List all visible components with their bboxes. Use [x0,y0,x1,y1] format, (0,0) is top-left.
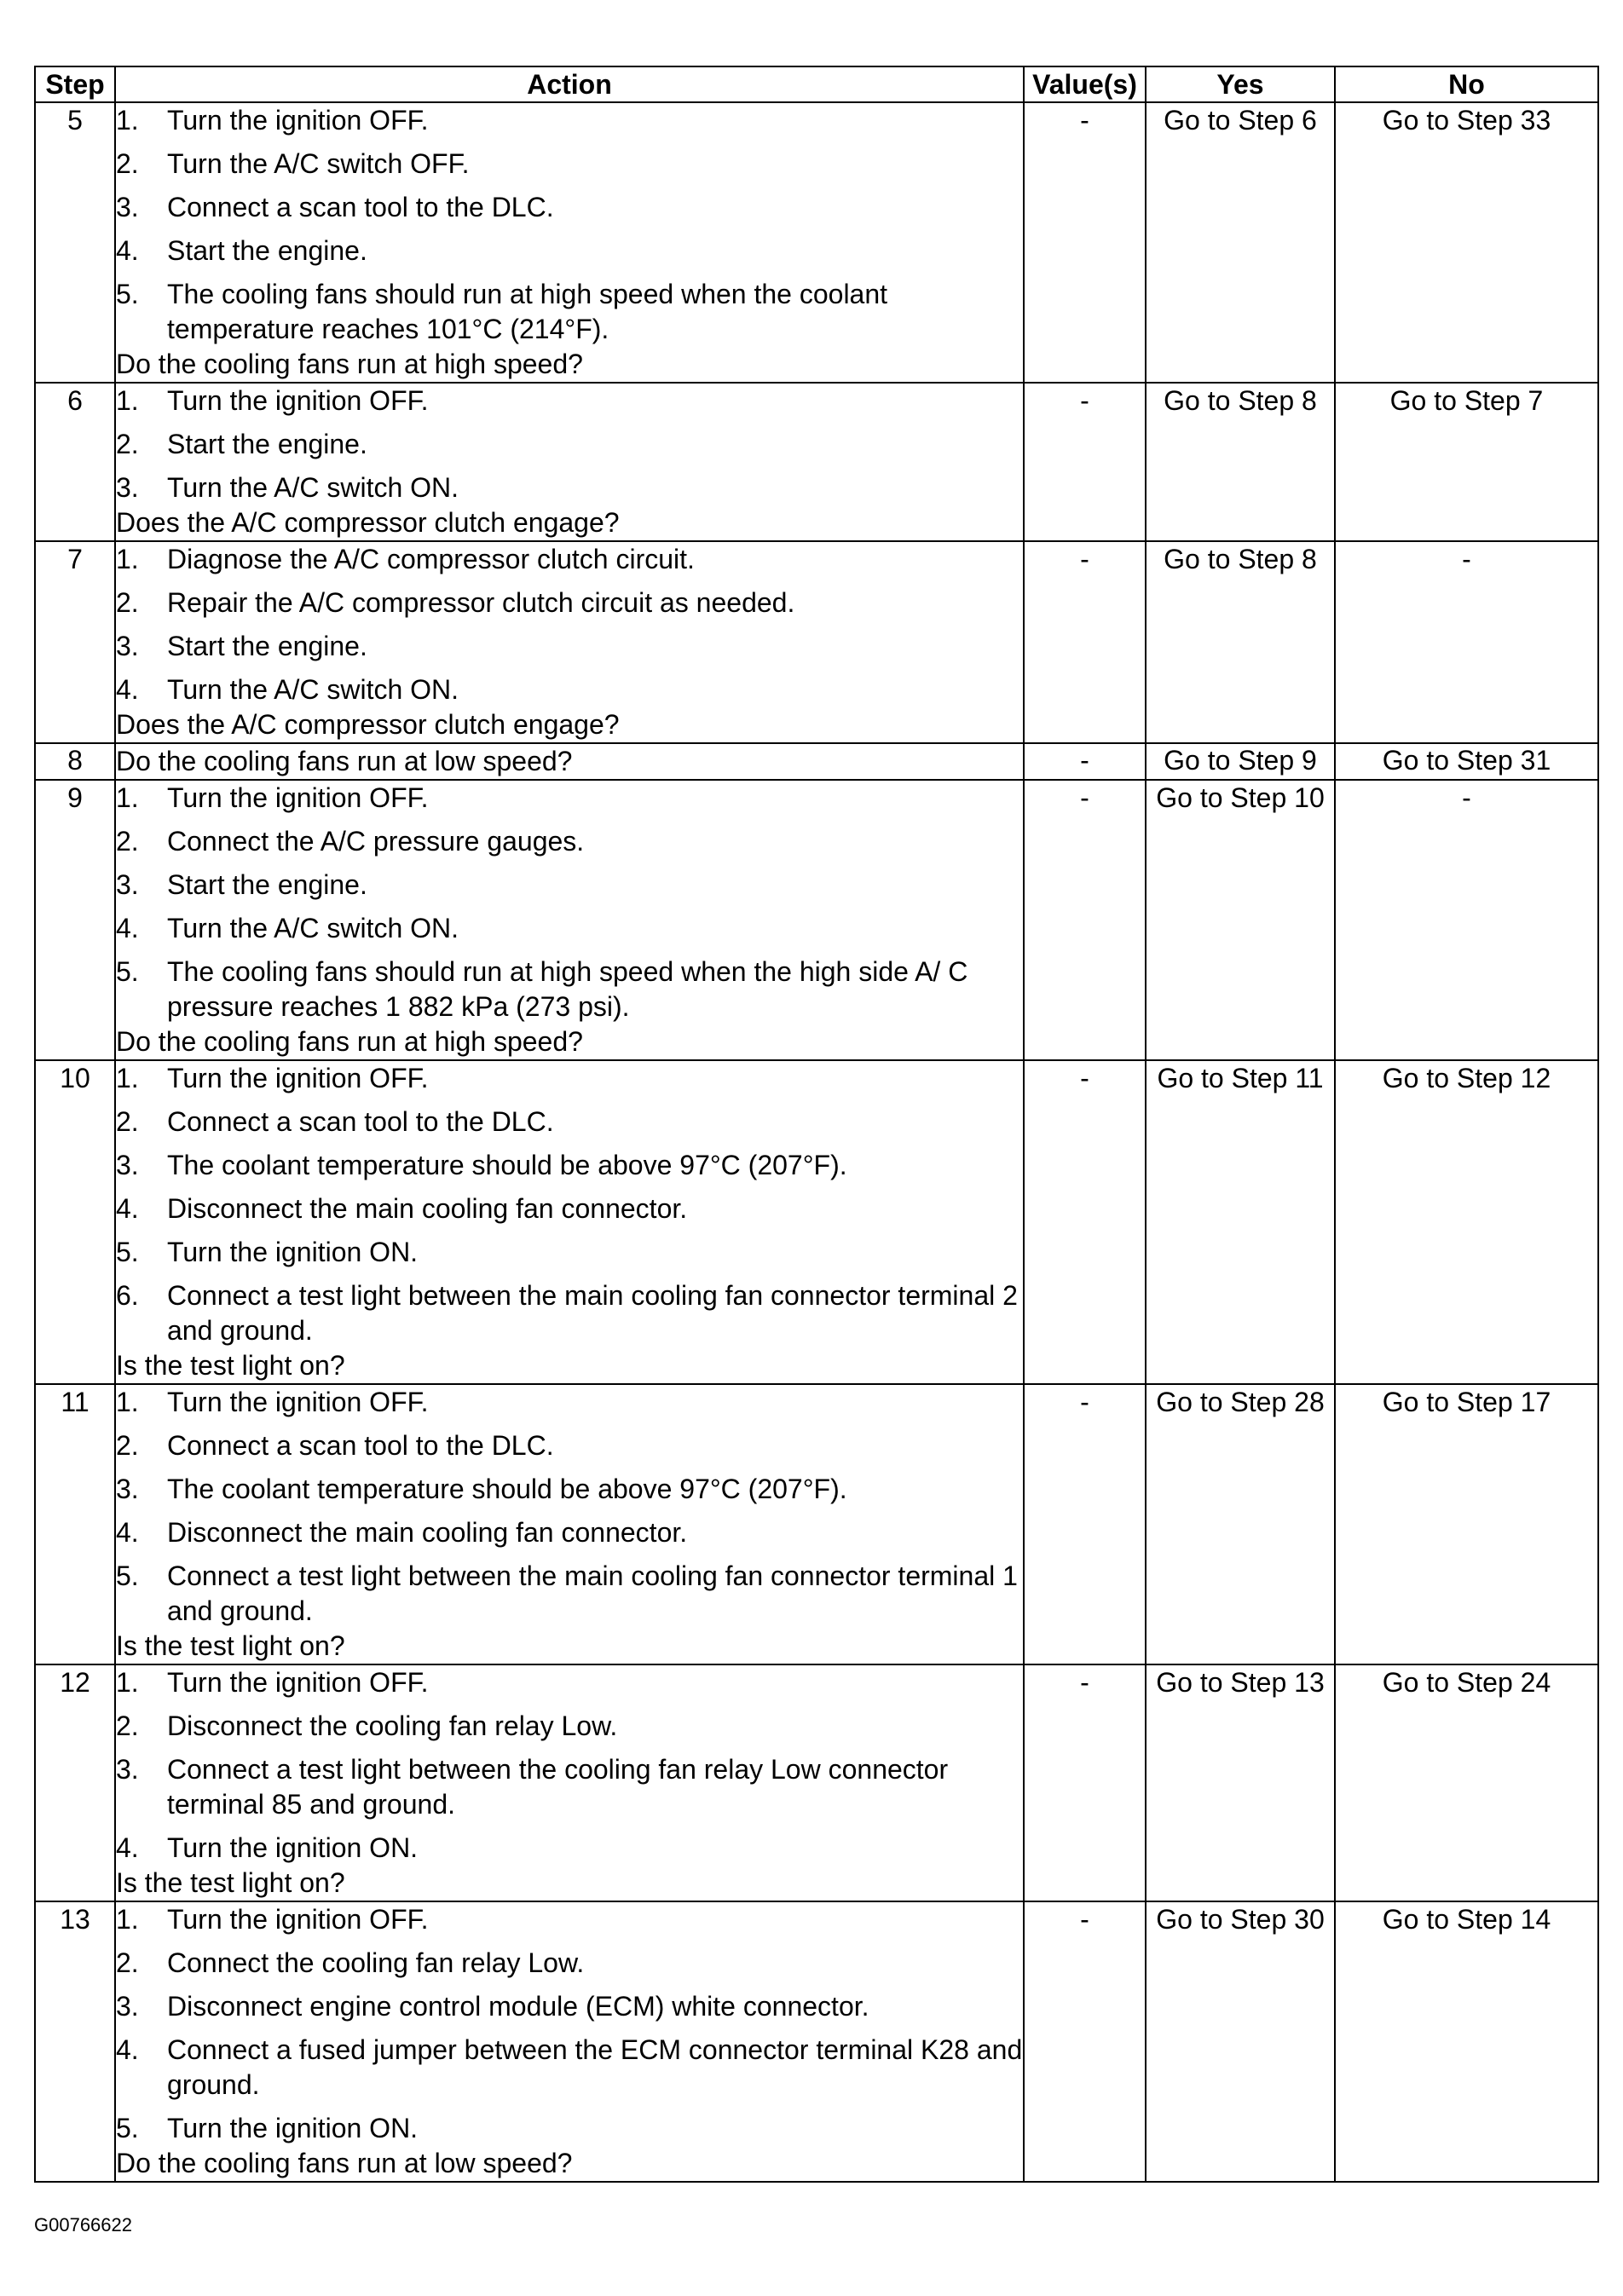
diagnostic-table [34,66,1599,2183]
action-item [116,2111,1023,2146]
value-cell: - [1024,541,1146,743]
action-item-text: Disconnect the main cooling fan connector. [167,1193,688,1224]
action-item-number: 3. [116,869,139,900]
header-action: Action [115,66,1024,102]
action-question: Do the cooling fans run at low speed? [116,746,573,776]
no-cell: - [1335,541,1598,743]
header-yes: Yes [1146,66,1335,102]
action-item-text: Turn the A/C switch ON. [167,674,459,705]
step-number: 10 [35,1060,115,1384]
action-item [116,1428,1023,1463]
action-item-text: The coolant temperature should be above 97°C (207°F). [167,1150,847,1180]
action-item [116,1831,1023,1866]
action-item-number: 3. [116,631,139,661]
action-item-number: 4. [116,913,139,943]
table-body [35,102,1598,2182]
value-cell: - [1024,102,1146,383]
action-cell [115,780,1024,1060]
action-item-number: 1. [116,1667,139,1698]
action-item-text: Connect the cooling fan relay Low. [167,1947,585,1978]
action-item [116,234,1023,268]
action-question: Do the cooling fans run at high speed? [116,349,583,379]
table-row [35,1384,1598,1664]
action-item [116,1559,1023,1629]
action-item-text: Connect a test light between the main cooling fan connector terminal 2 and ground. [167,1280,1018,1346]
action-item-text: Turn the ignition ON. [167,1237,419,1267]
value-cell: - [1024,383,1146,541]
step-number: 5 [35,102,115,383]
action-item-number: 3. [116,1991,139,2022]
action-item-number: 2. [116,148,139,179]
action-item-text: Turn the ignition OFF. [167,105,429,136]
action-item [116,2033,1023,2103]
table-row [35,743,1598,780]
action-item [116,277,1023,347]
action-item [116,1385,1023,1420]
action-item-text: Disconnect the cooling fan relay Low. [167,1710,618,1741]
action-item-number: 4. [116,1517,139,1548]
table-row [35,541,1598,743]
no-cell: Go to Step 12 [1335,1060,1598,1384]
step-number: 13 [35,1901,115,2182]
action-item [116,1515,1023,1550]
no-cell: Go to Step 14 [1335,1901,1598,2182]
action-cell [115,1060,1024,1384]
action-question: Is the test light on? [116,1867,345,1898]
action-item-text: Start the engine. [167,429,367,459]
action-item [116,824,1023,859]
action-item-text: Connect a fused jumper between the ECM connector terminal K28 and ground. [167,2034,1023,2100]
no-cell: Go to Step 7 [1335,383,1598,541]
action-item-text: Connect the A/C pressure gauges. [167,826,585,857]
action-item-number: 3. [116,1150,139,1180]
action-item-text: Connect a test light between the main cooling fan connector terminal 1 and ground. [167,1560,1018,1626]
action-item [116,103,1023,138]
action-item [116,955,1023,1024]
action-item-number: 2. [116,587,139,618]
action-item-number: 1. [116,1904,139,1935]
action-item-number: 5. [116,1237,139,1267]
action-item [116,1191,1023,1226]
value-cell: - [1024,743,1146,780]
action-item [116,672,1023,707]
action-item [116,1946,1023,1981]
action-item-text: The coolant temperature should be above 97°C (207°F). [167,1474,847,1504]
yes-cell: Go to Step 28 [1146,1384,1335,1664]
step-number: 8 [35,743,115,780]
action-item-text: Start the engine. [167,869,367,900]
table-row [35,1664,1598,1901]
yes-cell: Go to Step 11 [1146,1060,1335,1384]
action-item-number: 4. [116,2034,139,2065]
action-question: Is the test light on? [116,1350,345,1381]
action-item [116,1902,1023,1937]
action-question: Does the A/C compressor clutch engage? [116,709,620,740]
header-row [35,66,1598,102]
action-item [116,1105,1023,1139]
yes-cell: Go to Step 13 [1146,1664,1335,1901]
action-item [116,1709,1023,1744]
action-item [116,1061,1023,1096]
action-item-text: Connect a scan tool to the DLC. [167,192,554,222]
action-item-number: 3. [116,1754,139,1785]
action-item-number: 2. [116,429,139,459]
step-number: 6 [35,383,115,541]
action-item-number: 5. [116,279,139,309]
action-item-number: 3. [116,472,139,503]
action-item [116,868,1023,903]
action-cell [115,102,1024,383]
action-item-text: Connect a scan tool to the DLC. [167,1106,554,1137]
no-cell: Go to Step 24 [1335,1664,1598,1901]
document-code: G00766622 [34,2214,132,2235]
yes-cell: Go to Step 8 [1146,541,1335,743]
step-number: 7 [35,541,115,743]
value-cell: - [1024,1060,1146,1384]
action-item-number: 2. [116,1947,139,1978]
action-item-text: Start the engine. [167,631,367,661]
action-item [116,1472,1023,1507]
action-item-text: Connect a scan tool to the DLC. [167,1430,554,1461]
action-item-text: Turn the A/C switch ON. [167,472,459,503]
action-item-number: 5. [116,2113,139,2143]
action-item [116,1752,1023,1822]
table-row [35,1901,1598,2182]
yes-cell: Go to Step 9 [1146,743,1335,780]
action-item-number: 4. [116,235,139,266]
action-item-number: 4. [116,674,139,705]
action-item-text: Turn the ignition ON. [167,2113,419,2143]
action-item [116,190,1023,225]
yes-cell: Go to Step 8 [1146,383,1335,541]
action-question: Do the cooling fans run at low speed? [116,2148,573,2178]
action-item-number: 3. [116,1474,139,1504]
header-step: Step [35,66,115,102]
action-item-text: Disconnect engine control module (ECM) white connector. [167,1991,869,2022]
action-item-text: Turn the ignition OFF. [167,782,429,813]
yes-cell: Go to Step 10 [1146,780,1335,1060]
action-item-text: The cooling fans should run at high speed when the coolant temperature reaches 101°C (214°F). [167,279,888,344]
action-item-number: 4. [116,1832,139,1863]
action-item-text: Turn the ignition ON. [167,1832,419,1863]
action-item [116,427,1023,462]
action-cell [115,1664,1024,1901]
action-item-text: Start the engine. [167,235,367,266]
action-item-text: Turn the ignition OFF. [167,1387,429,1417]
action-item-text: Turn the ignition OFF. [167,1667,429,1698]
action-cell [115,383,1024,541]
action-item [116,542,1023,577]
table-row [35,780,1598,1060]
action-item-number: 1. [116,105,139,136]
action-item-number: 5. [116,1560,139,1591]
no-cell: Go to Step 17 [1335,1384,1598,1664]
step-number: 9 [35,780,115,1060]
action-item-text: Turn the ignition OFF. [167,1904,429,1935]
no-cell: Go to Step 33 [1335,102,1598,383]
action-item [116,1235,1023,1270]
action-cell [115,1384,1024,1664]
action-item-text: Repair the A/C compressor clutch circuit as needed. [167,587,795,618]
action-item-text: Disconnect the main cooling fan connector. [167,1517,688,1548]
action-item [116,781,1023,816]
value-cell: - [1024,1664,1146,1901]
action-item-number: 1. [116,1063,139,1093]
action-item [116,629,1023,664]
no-cell: Go to Step 31 [1335,743,1598,780]
action-item [116,1665,1023,1700]
action-item-number: 1. [116,1387,139,1417]
action-item-text: Turn the ignition OFF. [167,1063,429,1093]
action-item-number: 5. [116,956,139,987]
action-item-number: 4. [116,1193,139,1224]
table-row [35,383,1598,541]
action-item [116,384,1023,418]
action-item-number: 1. [116,385,139,416]
action-cell [115,541,1024,743]
table-row [35,102,1598,383]
action-item-text: Connect a test light between the cooling fan relay Low connector terminal 85 and ground. [167,1754,949,1820]
action-item [116,911,1023,946]
action-item [116,1148,1023,1183]
action-cell [115,743,1024,780]
action-item-number: 2. [116,1710,139,1741]
action-item-number: 1. [116,544,139,574]
yes-cell: Go to Step 30 [1146,1901,1335,2182]
action-item [116,147,1023,182]
action-item [116,1989,1023,2024]
step-number: 11 [35,1384,115,1664]
action-item-text: Turn the ignition OFF. [167,385,429,416]
table-row [35,1060,1598,1384]
action-item-number: 2. [116,1430,139,1461]
action-item [116,586,1023,620]
action-question: Is the test light on? [116,1630,345,1661]
value-cell: - [1024,780,1146,1060]
yes-cell: Go to Step 6 [1146,102,1335,383]
no-cell: - [1335,780,1598,1060]
value-cell: - [1024,1384,1146,1664]
action-item-text: Turn the A/C switch ON. [167,913,459,943]
action-item [116,470,1023,505]
action-item-number: 6. [116,1280,139,1311]
action-item [116,1278,1023,1348]
action-item-number: 2. [116,826,139,857]
action-item-number: 2. [116,1106,139,1137]
header-values: Value(s) [1024,66,1146,102]
action-question: Do the cooling fans run at high speed? [116,1026,583,1057]
action-item-number: 3. [116,192,139,222]
action-item-text: The cooling fans should run at high speed when the high side A/ C pressure reaches 1 882 kPa (273 psi). [167,956,968,1022]
action-item-text: Diagnose the A/C compressor clutch circuit. [167,544,695,574]
header-no: No [1335,66,1598,102]
step-number: 12 [35,1664,115,1901]
action-item-text: Turn the A/C switch OFF. [167,148,470,179]
action-cell [115,1901,1024,2182]
action-question: Does the A/C compressor clutch engage? [116,507,620,538]
action-item-number: 1. [116,782,139,813]
value-cell: - [1024,1901,1146,2182]
